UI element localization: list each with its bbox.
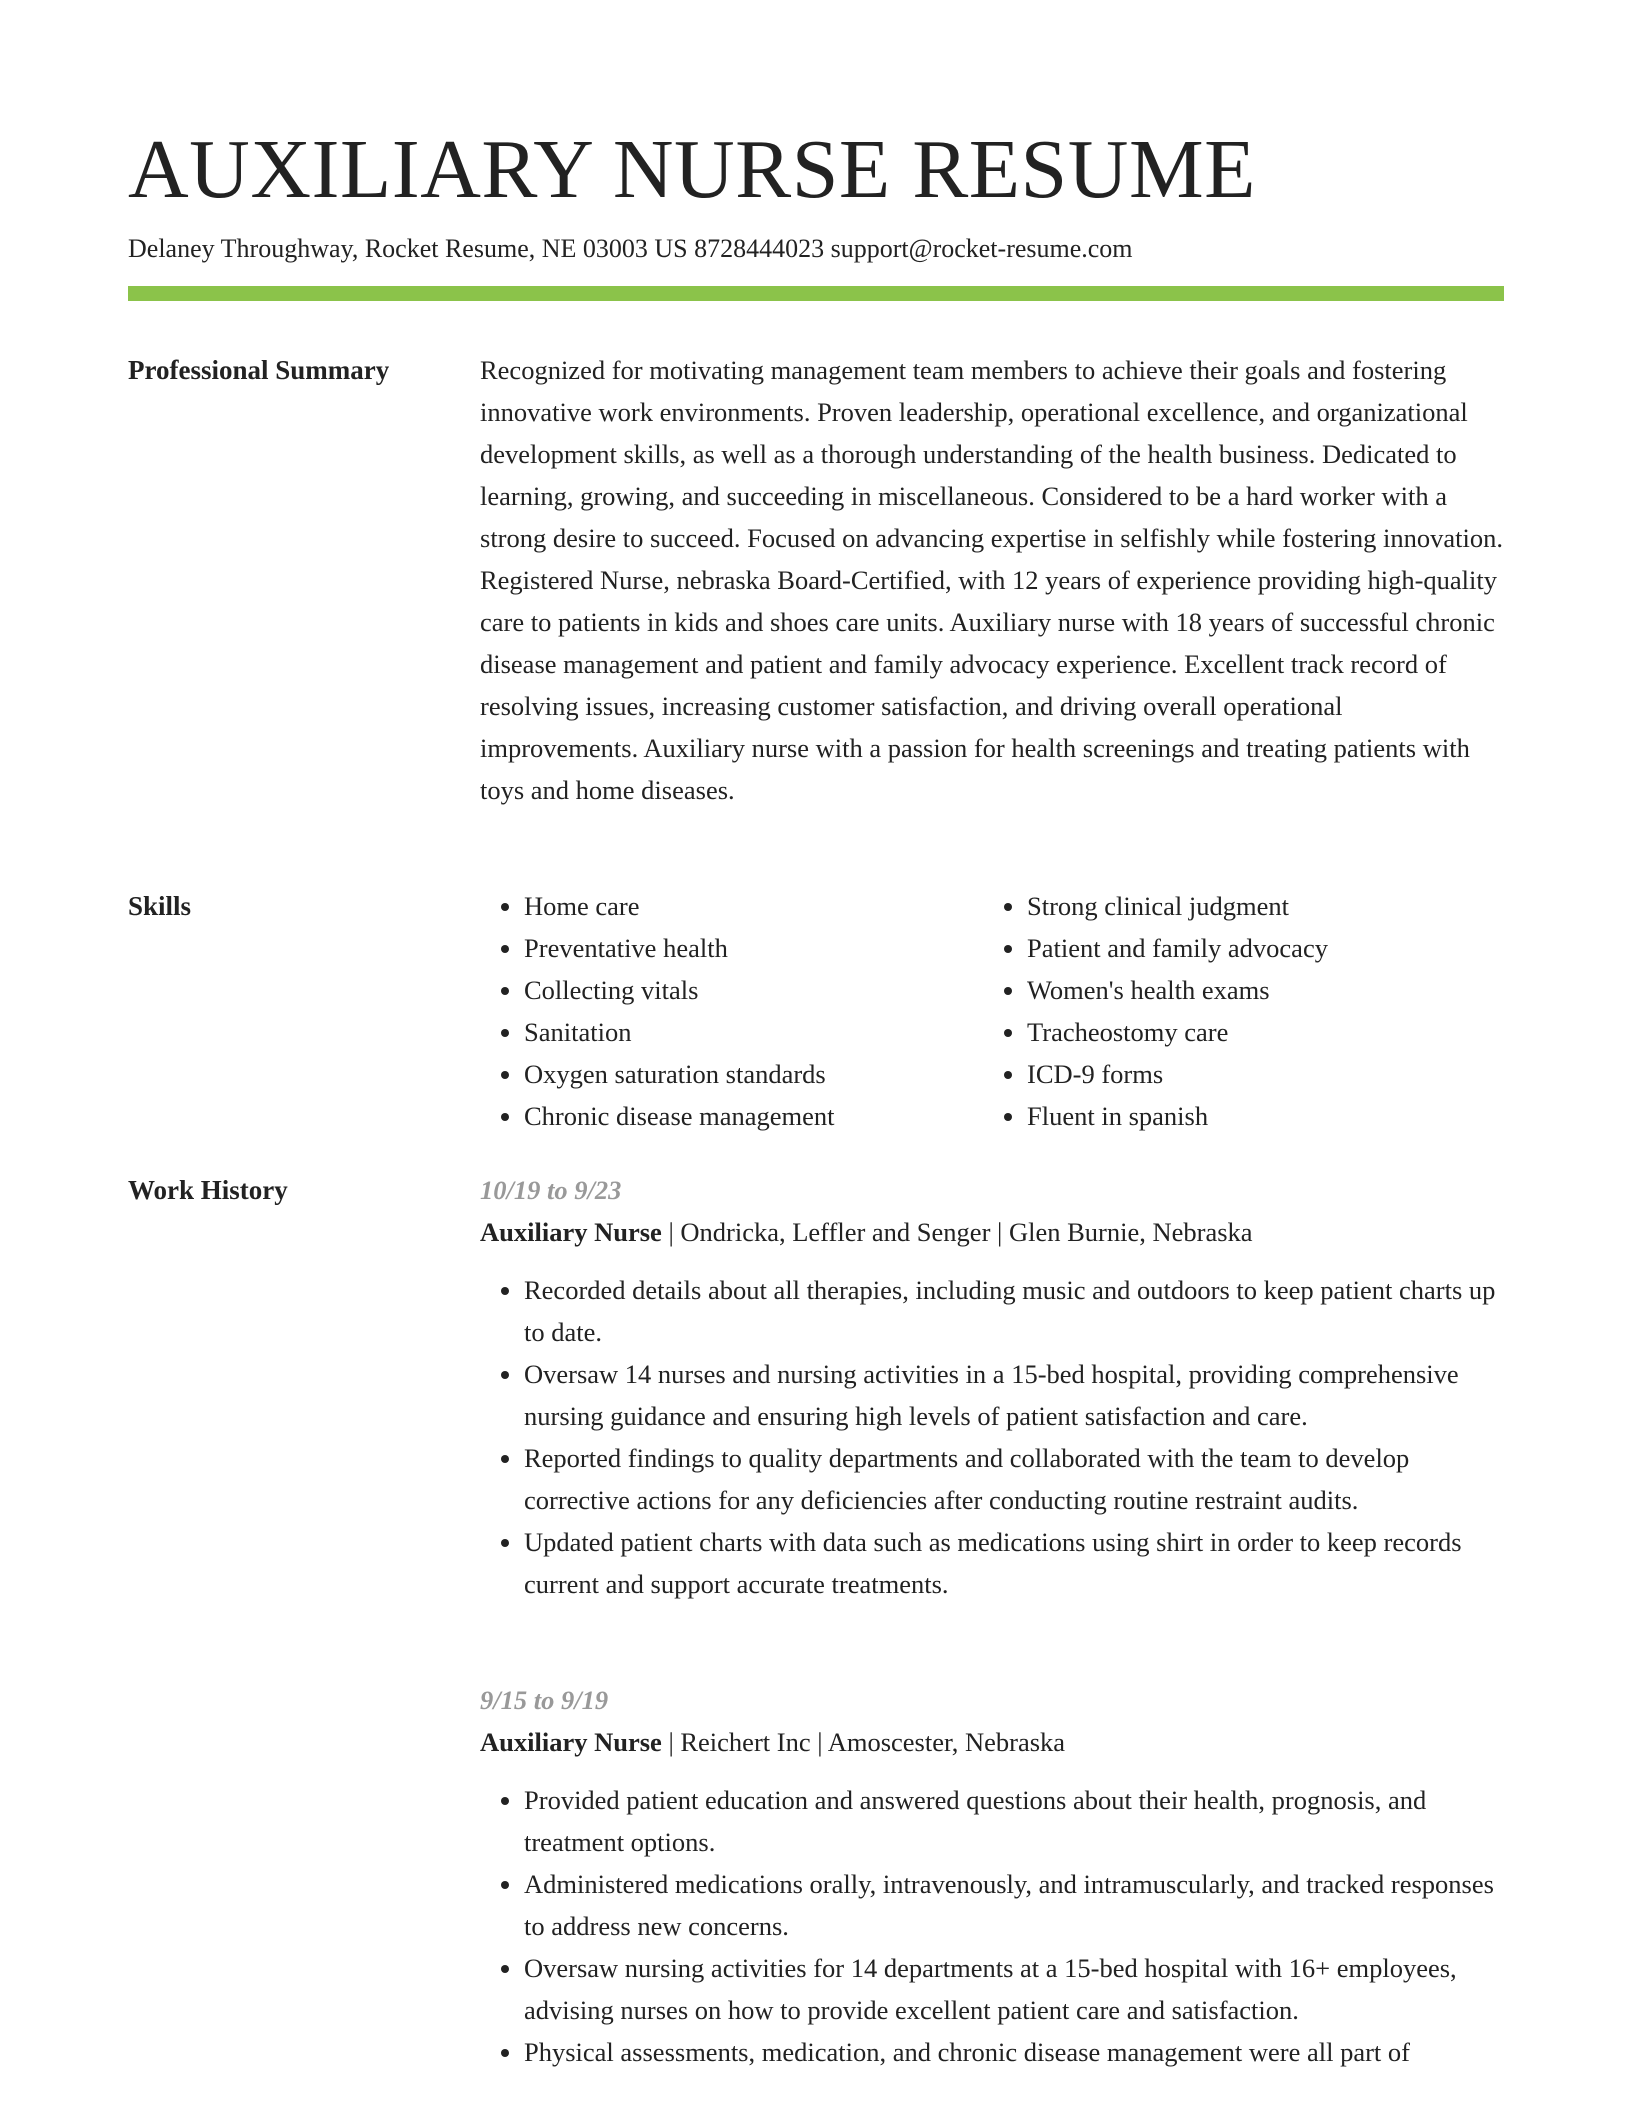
- resume-title: AUXILIARY NURSE RESUME: [128, 123, 1256, 216]
- job-bullet: • Provided patient education and answered questions about their health, prognosis, and treatment options.: [524, 1779, 1504, 1863]
- skill-item: • ICD-9 forms: [1027, 1053, 1328, 1095]
- skill-item: • Tracheostomy care: [1027, 1011, 1328, 1053]
- skill-item: • Strong clinical judgment: [1027, 885, 1328, 927]
- job-employer: Reichert Inc: [680, 1727, 811, 1757]
- job-title: Auxiliary Nurse: [480, 1217, 662, 1247]
- skill-item: • Sanitation: [524, 1011, 835, 1053]
- skill-item: • Preventative health: [524, 927, 835, 969]
- job-bullet: • Oversaw nursing activities for 14 departments at a 15-bed hospital with 16+ employees, advising nurses on how to provide excellent patient care and satisfaction.: [524, 1947, 1504, 2031]
- summary-text: Recognized for motivating management team members to achieve their goals and fostering innovative work environments. Proven leadership, operational excellence, and organizational development skills, as well as a thorough understanding of the health business. Dedicated to learning, growing, and succeeding in miscellaneous. Considered to be a hard worker with a strong desire to succeed. Focused on advancing expertise in selfishly while fostering innovation. Registered Nurse, nebraska Board-Certified, with 12 years of experience providing high-quality care to patients in kids and shoes care units. Auxiliary nurse with 18 years of successful chronic disease management and patient and family advocacy experience. Excellent track record of resolving issues, increasing customer satisfaction, and driving overall operational improvements. Auxiliary nurse with a passion for health screenings and treating patients with toys and home diseases.: [480, 355, 1503, 805]
- job-bullet: • Physical assessments, medication, and chronic disease management were all part of: [524, 2031, 1504, 2073]
- job-bullet: • Oversaw 14 nurses and nursing activities in a 15-bed hospital, providing comprehensive nursing guidance and ensuring high levels of patient satisfaction and care.: [524, 1353, 1504, 1437]
- skill-item: • Women's health exams: [1027, 969, 1328, 1011]
- contact-address: Delaney Throughway, Rocket Resume, NE 03003 US: [128, 234, 688, 263]
- job-location: Amoscester, Nebraska: [827, 1727, 1066, 1757]
- job-bullets: [480, 1269, 1504, 1605]
- job-entry: [480, 1169, 1504, 1605]
- job-bullet: • Administered medications orally, intravenously, and intramuscularly, and tracked responses to address new concerns.: [524, 1863, 1504, 1947]
- skill-item: • Home care: [524, 885, 835, 927]
- job-dates: 10/19 to 9/23: [480, 1175, 622, 1205]
- job-dates: 9/15 to 9/19: [480, 1685, 609, 1715]
- job-entry: [480, 1679, 1504, 2073]
- skill-item: • Patient and family advocacy: [1027, 927, 1328, 969]
- skill-item: • Oxygen saturation standards: [524, 1053, 835, 1095]
- skill-item: • Collecting vitals: [524, 969, 835, 1011]
- job-bullet: • Updated patient charts with data such as medications using shirt in order to keep records current and support accurate treatments.: [524, 1521, 1504, 1605]
- contact-email: support@rocket-resume.com: [830, 234, 1133, 263]
- job-heading: Auxiliary Nurse | Ondricka, Leffler and Senger | Glen Burnie, Nebraska: [480, 1217, 1253, 1247]
- header-divider: [128, 286, 1504, 301]
- job-bullet: • Recorded details about all therapies, including music and outdoors to keep patient charts up to date.: [524, 1269, 1504, 1353]
- skill-item: • Chronic disease management: [524, 1095, 835, 1137]
- skills-section: [480, 885, 1504, 1137]
- skills-heading: Skills: [128, 891, 192, 921]
- skill-item: • Fluent in spanish: [1027, 1095, 1328, 1137]
- job-location: Glen Burnie, Nebraska: [1008, 1217, 1253, 1247]
- skills-list-left: [480, 885, 835, 1137]
- contact-line: [128, 231, 1133, 267]
- contact-phone: 8728444023: [694, 234, 825, 263]
- job-heading: Auxiliary Nurse | Reichert Inc | Amoscester, Nebraska: [480, 1727, 1066, 1757]
- summary-heading: Professional Summary: [128, 355, 390, 385]
- summary-section: [480, 349, 1504, 811]
- job-employer: Ondricka, Leffler and Senger: [680, 1217, 991, 1247]
- work-history-heading: Work History: [128, 1175, 288, 1205]
- job-title: Auxiliary Nurse: [480, 1727, 662, 1757]
- job-bullets: [480, 1779, 1504, 2073]
- job-bullet: • Reported findings to quality departments and collaborated with the team to develop corrective actions for any deficiencies after conducting routine restraint audits.: [524, 1437, 1504, 1521]
- skills-list-right: [983, 885, 1328, 1137]
